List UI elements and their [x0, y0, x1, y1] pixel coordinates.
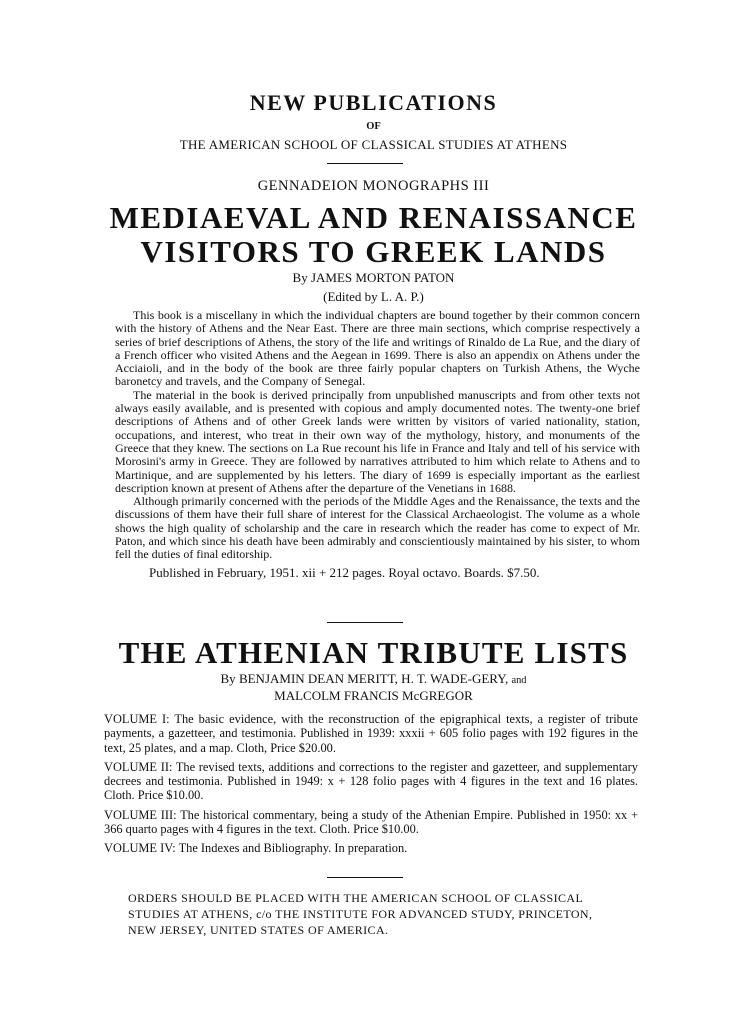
- page-title: NEW PUBLICATIONS: [249, 90, 498, 115]
- book-editor: (Edited by L. A. P.): [323, 289, 424, 304]
- author-and: and: [511, 675, 527, 686]
- divider-rule: [327, 163, 403, 164]
- series-title: GENNADEION MONOGRAPHS III: [257, 178, 490, 194]
- author-by: By: [292, 270, 308, 285]
- author-name: JAMES MORTON PATON: [310, 270, 455, 285]
- volume-entry: VOLUME I: The basic evidence, with the reconstruction of the epigraphical texts, a register of tribute payments, a gazetteer, and testimonia. Published in 1939: xxxii + 605 folio pages with 192 figures in the text, 25 plates, and a map. Cloth, Price $20.00.: [104, 712, 638, 755]
- book2-authors-line1: [0, 671, 747, 687]
- description-paragraph: The material in the book is derived principally from unpublished manuscripts and from other texts not always easily available, and is presented with copious and amply documented notes. The twenty-one brief descriptions of Athens and of other Greek lands were written by visitors of varied nationality, station, occupations, and interest, who treat in their own way of the mythology, history, and monuments of the Greece that they knew. The sections on La Rue recount his life in France and Italy and tell of his service with Morosini's army in Greece. They are followed by narratives attributed to him which relate to Athens and to Martinique, and are supplemented by his letters. The diary of 1699 is especially important as the earliest description known at present of Athens after the departure of the Venetians in 1688.: [115, 387, 640, 495]
- author-by: By: [220, 671, 236, 686]
- description-paragraph: Although primarily concerned with the periods of the Middle Ages and the Renaissance, the texts and the discussions of them have their full share of interest for the Classical Archaeologist. The volume as a whole shows the high quality of scholarship and the care in research which the reader has come to expect of Mr. Paton, and which since his death have been admirably and conscientiously maintained by his sister, to whom fell the duties of final editorship.: [115, 494, 640, 562]
- divider-rule: [327, 877, 403, 878]
- volume-entry: VOLUME II: The revised texts, additions and corrections to the register and gazetteer, and supplementary decrees and testimonia. Published in 1949: x + 128 folio pages with 4 figures in the text and 16 plates. Cloth. Price $10.00.: [104, 759, 638, 803]
- volume-entry: VOLUME III: The historical commentary, being a study of the Athenian Empire. Published in 1950: xx + 366 quarto pages with 4 figures in the text. Cloth. Price $10.00.: [104, 807, 638, 837]
- volume-entry: VOLUME IV: The Indexes and Bibliography. In preparation.: [104, 841, 408, 856]
- book-title-line2: VISITORS TO GREEK LANDS: [140, 234, 607, 269]
- order-line: NEW JERSEY, UNITED STATES OF AMERICA.: [128, 922, 389, 937]
- book-author: [0, 270, 747, 286]
- order-instructions: [128, 891, 628, 938]
- publication-details: Published in February, 1951. xii + 212 pages. Royal octavo. Boards. $7.50.: [149, 564, 540, 580]
- volume-list: [104, 712, 638, 861]
- order-line: ORDERS SHOULD BE PLACED WITH THE AMERICAN SCHOOL OF CLASSICAL: [128, 891, 584, 905]
- book2-authors-line2: MALCOLM FRANCIS McGREGOR: [274, 688, 473, 703]
- school-name: THE AMERICAN SCHOOL OF CLASSICAL STUDIES AT ATHENS: [179, 137, 568, 152]
- author-names: BENJAMIN DEAN MERITT, H. T. WADE-GERY,: [238, 671, 509, 686]
- book2-title: THE ATHENIAN TRIBUTE LISTS: [118, 635, 629, 670]
- book-description: [115, 309, 640, 579]
- book-title-line1: MEDIAEVAL AND RENAISSANCE: [109, 200, 638, 235]
- description-paragraph: This book is a miscellany in which the individual chapters are bound together by their common concern with the history of Athens and the Near East. There are three main sections, which comprise respectively a series of brief descriptions of Athens, the story of the life and writings of Rinaldo de La Rue, and the diary of a French officer who visited Athens and the Aegean in 1699. There is also an appendix on Athens under the Acciaioli, and in the body of the book are three fairly popular chapters on Turkish Athens, the Wyche baronetcy and travels, and the Company of Senegal.: [115, 308, 640, 389]
- of-label: OF: [366, 121, 381, 132]
- order-line: STUDIES AT ATHENS, c/o THE INSTITUTE FOR ADVANCED STUDY, PRINCETON,: [128, 906, 593, 921]
- divider-rule: [327, 622, 403, 623]
